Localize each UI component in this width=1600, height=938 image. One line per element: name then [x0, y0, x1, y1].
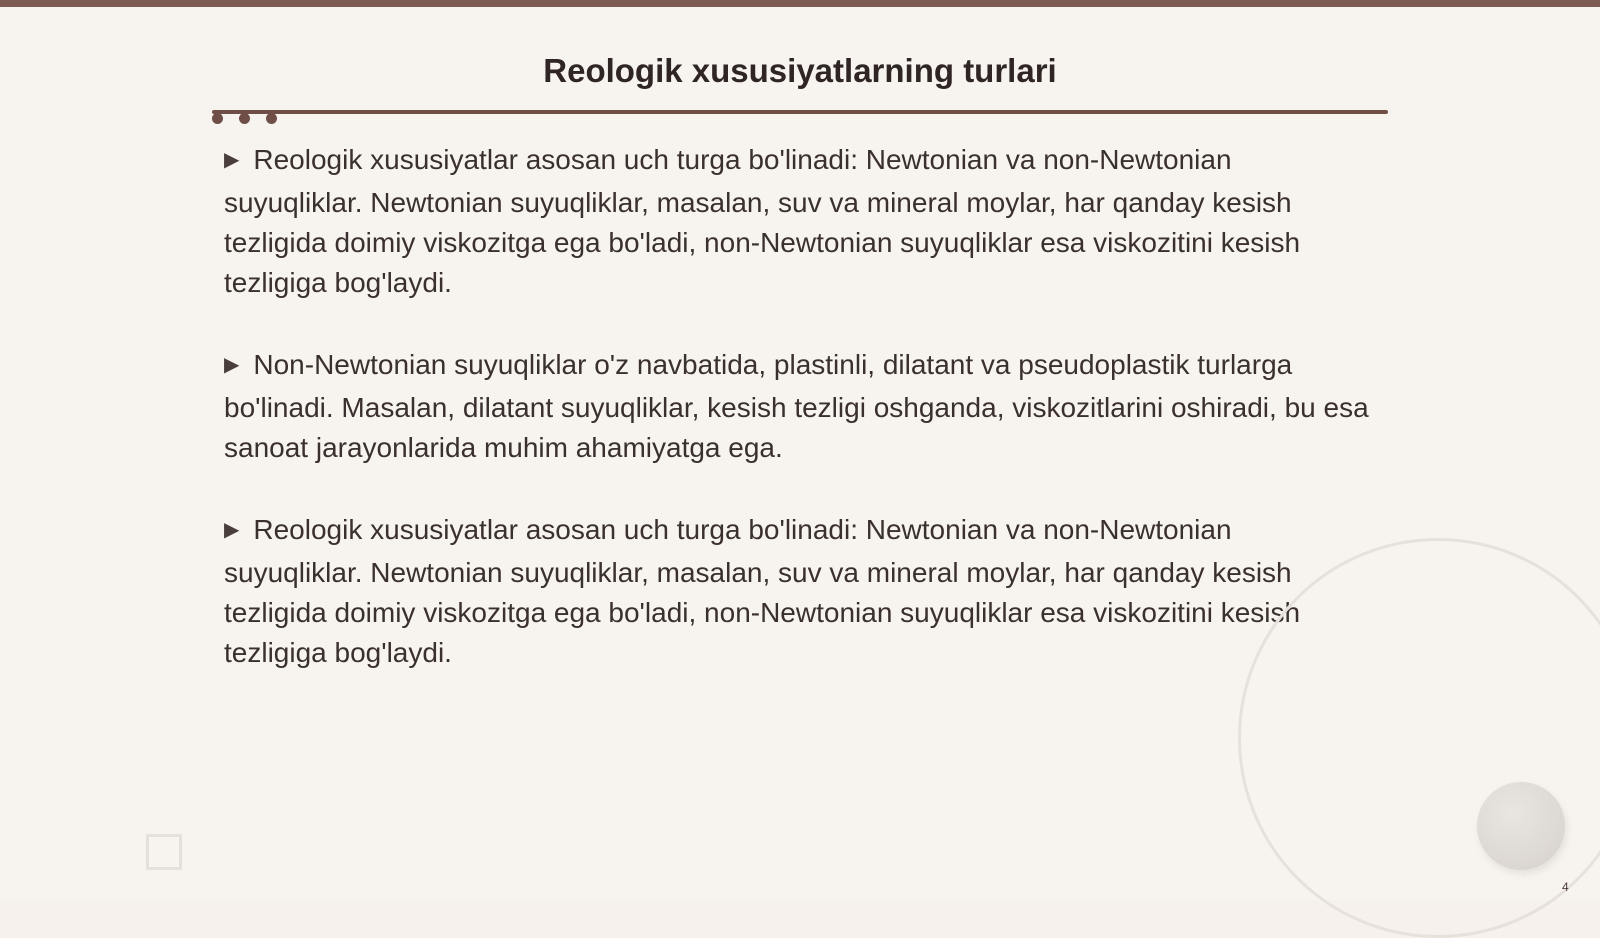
paragraph-text: Non-Newtonian suyuqliklar o'z navbatida, plastinli, dilatant va pseudoplastik turlarga bo'linadi. Masalan, dilatant suyuqliklar, kesish tezligi oshganda, viskozitlarini oshiradi, bu esa sanoat jarayonlarida muhim ahamiyatga ega.	[224, 349, 1369, 463]
bullet-paragraph-2	[224, 345, 1374, 468]
slide-title: Reologik xususiyatlarning turlari	[543, 52, 1057, 89]
filled-circle-icon	[1477, 782, 1565, 870]
triangle-right-icon: ▶	[224, 519, 240, 541]
triangle-right-icon: ▶	[224, 149, 240, 171]
title-underline	[212, 110, 1388, 114]
top-accent-bar	[0, 0, 1600, 7]
decor-dot-icon	[239, 113, 250, 124]
decor-dot-icon	[212, 113, 223, 124]
slide-body	[224, 140, 1374, 715]
bullet-paragraph-3	[224, 510, 1374, 673]
decor-dot-icon	[266, 113, 277, 124]
square-outline-icon	[146, 834, 182, 870]
paragraph-text: Reologik xususiyatlar asosan uch turga bo'linadi: Newtonian va non-Newtonian suyuqliklar. Newtonian suyuqliklar, masalan, suv va mineral moylar, har qanday kesish tezligida doimiy viskozitga ega bo'ladi, non-Newtonian suyuqliklar esa viskozitini kesish tezligiga bog'laydi.	[224, 514, 1301, 668]
paragraph-text: Reologik xususiyatlar asosan uch turga bo'linadi: Newtonian va non-Newtonian suyuqliklar. Newtonian suyuqliklar, masalan, suv va mineral moylar, har qanday kesish tezligida doimiy viskozitga ega bo'ladi, non-Newtonian suyuqliklar esa viskozitini kesish tezligiga bog'laydi.	[224, 144, 1301, 298]
triangle-right-icon: ▶	[224, 354, 240, 376]
bullet-paragraph-1	[224, 140, 1374, 303]
page-number: 4	[1562, 880, 1569, 894]
